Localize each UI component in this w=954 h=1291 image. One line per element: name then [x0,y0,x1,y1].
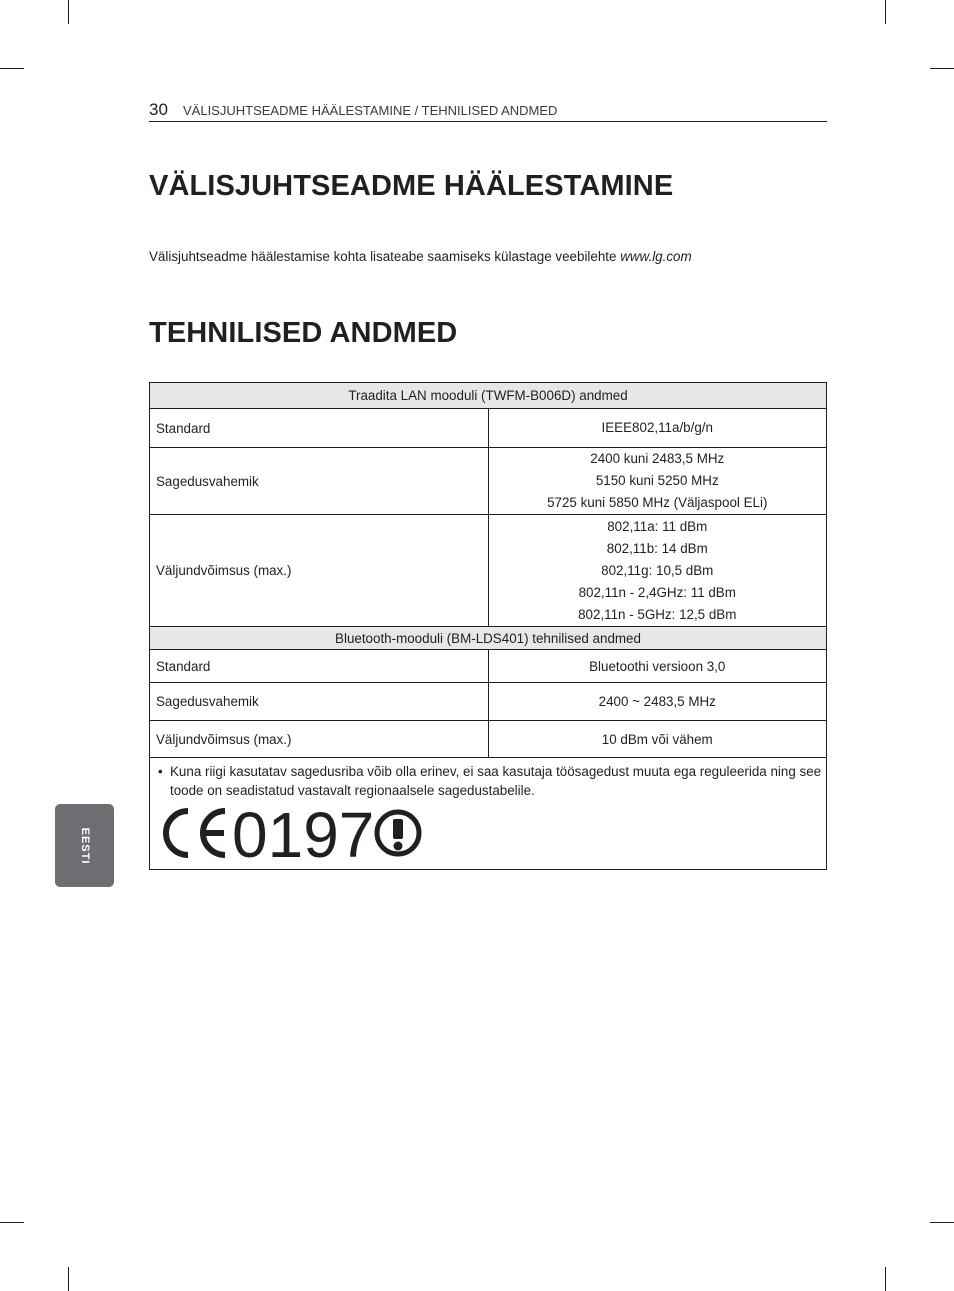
row-label: Väljundvõimsus (max.) [150,515,489,627]
table-row [150,383,827,409]
table-row [150,650,827,683]
value-line: 802,11n - 5GHz: 12,5 dBm [578,606,737,622]
notes-cell [150,758,827,870]
row-value [488,409,827,448]
table-row [150,721,827,758]
bullet: • [158,764,163,779]
crop-mark [68,1267,69,1291]
value-line: 802,11g: 10,5 dBm [601,562,714,578]
setup-intro-text: Välisjuhtseadme häälestamise kohta lisateabe saamiseks külastage veebilehte [149,249,617,264]
ce-c-letter [166,811,188,855]
page-header [149,100,827,122]
table-row [150,627,827,650]
row-value: Bluetoothi versioon 3,0 [488,650,827,683]
ce-certification-mark [158,802,428,864]
table-row [150,409,827,448]
table-row [150,515,827,627]
table-row [150,758,827,870]
setup-section-title: VÄLISJUHTSEADME HÄÄLESTAMINE [149,170,674,202]
setup-intro [149,249,692,264]
page-number: 30 [149,100,168,119]
frequency-note [156,762,826,800]
crop-mark [68,0,69,24]
website-link[interactable]: www.lg.com [620,249,692,264]
running-title: VÄLISJUHTSEADME HÄÄLESTAMINE / TEHNILISED ANDMED [183,103,558,118]
row-label: Standard [150,409,489,448]
crop-mark [885,1267,886,1291]
row-value: 2400 ~ 2483,5 MHz [488,683,827,721]
row-value [488,448,827,515]
notified-body-number: 0197 [232,802,375,864]
note-text: Kuna riigi kasutatav sagedusriba võib olla erinev, ei saa kasutaja töösagedust muuta ega reguleerida ning see toode on seadistatud vastavalt regionaalsele sagedustabelile. [170,764,822,798]
lan-module-header: Traadita LAN mooduli (TWFM-B006D) andmed [150,383,827,409]
crop-mark [0,68,24,69]
row-label: Standard [150,650,489,683]
value-line: 802,11a: 11 dBm [607,518,708,534]
value-line: 5150 kuni 5250 MHz [595,473,719,488]
table-row [150,448,827,515]
row-value [488,515,827,627]
row-label: Väljundvõimsus (max.) [150,721,489,758]
crop-mark [0,1222,24,1223]
alert-icon-dot [394,842,403,851]
value-line: 2400 kuni 2483,5 MHz [590,451,725,466]
language-tab [55,804,114,887]
spec-table [149,382,827,870]
crop-mark [930,68,954,69]
row-label: Sagedusvahemik [150,683,489,721]
row-label: Sagedusvahemik [150,448,489,515]
row-value: 10 dBm või vähem [488,721,827,758]
value-line: 802,11n - 2,4GHz: 11 dBm [578,584,736,600]
value-line: 802,11b: 14 dBm [606,540,708,556]
value-line: 5725 kuni 5850 MHz (Väljaspool ELi) [547,495,768,510]
specs-section-title: TEHNILISED ANDMED [149,317,458,349]
bluetooth-module-header: Bluetooth-mooduli (BM-LDS401) tehnilised andmed [150,627,827,650]
table-row [150,683,827,721]
value-line: IEEE802,11a/b/g/n [601,420,713,435]
alert-icon-bar [393,819,403,839]
language-tab-label: EESTI [78,827,91,864]
crop-mark [885,0,886,24]
crop-mark [930,1222,954,1223]
